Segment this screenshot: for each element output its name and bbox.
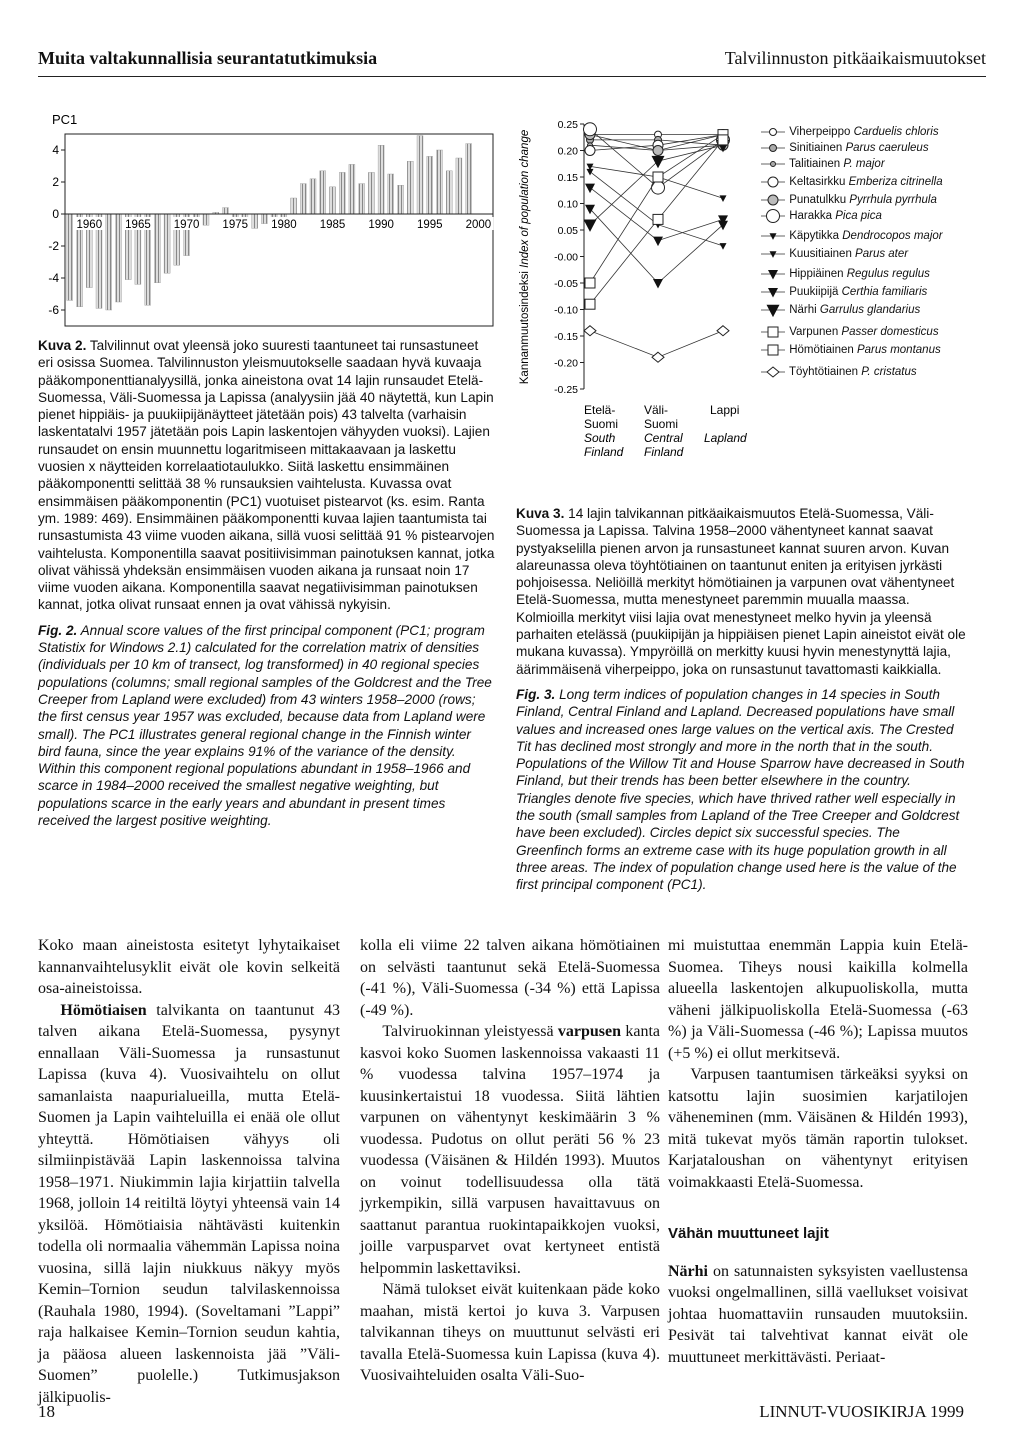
body-column-1 — [38, 935, 340, 1408]
paragraph-text: kanta kasvoi koko Suomen laskennoissa vakaasti 11 % vuodessa talvina 1957–1974 ja kuusinkertaistui 18 vuodessa. Siitä lähtien varpunen on vähentynyt keskimäärin 3 % vuodessa. Pudotus on ollut peräti 56 % 23 vuodessa (Väisänen & Hildén 1993). Muutos on voinut todellisuudessa olla tätä jyrkempikin, sillä varpusen havaittavuus on saattanut parantua ruokintapaikkojen vuoksi, joille varpusparvet ovat kertyneet entistä helpommin laskettaviksi. — [360, 1023, 660, 1277]
figure-3-caption — [516, 505, 966, 894]
x-tick-label: 1960 — [76, 219, 103, 231]
category-label-3 — [704, 403, 747, 445]
bar-1994 — [417, 136, 423, 214]
legend-item — [760, 324, 939, 340]
journal-name: LINNUT-VUOSIKIRJA 1999 — [759, 1402, 964, 1421]
legend-label-fi: Kuusitiainen — [786, 248, 856, 260]
y-tick-label: -2 — [48, 239, 59, 253]
bar-1974 — [223, 208, 229, 214]
legend-item — [760, 246, 908, 262]
bar-1998 — [456, 158, 462, 214]
section-title: Muita valtakunnallisia seurantatutkimuksia — [38, 48, 378, 68]
bar-1968 — [164, 214, 170, 273]
series-point — [584, 123, 597, 136]
paragraph — [668, 1261, 968, 1369]
legend-label-fi: Punatulkku — [786, 194, 850, 206]
y-tick-label: 0.20 — [557, 145, 578, 158]
x-tick-label: 1990 — [368, 219, 394, 231]
legend-marker — [770, 233, 777, 240]
legend-marker-icon — [760, 209, 786, 223]
legend-marker-icon — [760, 175, 786, 189]
species-name: varpusen — [557, 1023, 622, 1040]
y-tick-label: 2 — [52, 175, 59, 189]
y-tick-label: 0.15 — [557, 172, 578, 184]
bar-1997 — [446, 171, 452, 214]
legend-marker-icon — [760, 303, 786, 317]
legend-label-sci: Pyrrhula pyrrhula — [849, 194, 937, 206]
article-title: Talvilinnuston pitkäaikaismuutokset — [724, 48, 986, 68]
body-column-3 — [668, 935, 968, 1368]
legend-item — [760, 342, 941, 358]
y-tick-label: -0.15 — [554, 331, 578, 343]
legend-marker-icon — [760, 325, 786, 339]
figure-3-index-chart — [508, 112, 758, 492]
series-point — [653, 172, 663, 182]
series-point — [653, 146, 663, 156]
caption-text: 14 lajin talvikannan pitkäaikaismuutos Etelä-Suomessa, Väli-Suomessa ja Lapissa. Talvina 1958–2000 vähentyneet kannat saavat pystyakselilla pienen arvon ja runsastuneet kannat suuren arvon. Kuvan alareunassa oleva töyhtötiainen on taantunut eniten ja erityisen jyrkästi pohjoisessa. Neliöillä merkityt hömötiainen ja varpunen ovat vähentyneet Etelä-Suomessa, mutta menestyneet paremmin muualla maassa. Kolmioilla merkityt viisi lajia ovat menestyneet melko hyvin ja yleensä parhaiten etelässä (puukiipijän ja hippiäisen pienet Lapin aineistot eivät ole mukana kuvassa). Ympyröillä on merkitty kuusi hyvin menestynyttä lajia, äärimmäisenä viherpeippo, joka on runsastunut tavattomasti kaikkialla. — [516, 506, 966, 677]
legend-marker-icon — [760, 125, 786, 139]
paragraph: mi muistuttaa enemmän Lappia kuin Etelä-Suomea. Tiheys nousi kaikilla kolmella alueella laskentojen alkupuoliskolla, mutta väheni jälkipuoliskolla Etelä-Suomessa (-63 %) ja Väli-Suomessa (-46 %); Lapissa muutos (+5 %) ei ollut merkitsevä. — [668, 937, 968, 1062]
paragraph: Koko maan aineistosta esitetyt lyhytaikaiset kannanvaihtelusyklit eivät ole kovin selkeitä osa-aineistoissa. — [38, 937, 340, 997]
y-tick-label: 0.05 — [557, 225, 578, 237]
legend-item — [760, 208, 882, 224]
paragraph: Nämä tulokset eivät kuitenkaan päde koko maahan, mistä kertoi jo kuva 3. Varpusen talvikannan tiheys on muuttunut selvästi eri tavalla Etelä-Suomessa kuin Lapissa (kuva 4). Vuosivaihteluiden osalta Väli-Suo- — [360, 1281, 660, 1384]
series-point — [585, 278, 595, 288]
bar-1988 — [359, 184, 365, 214]
paragraph — [360, 1021, 660, 1279]
y-tick-label: -0.00 — [554, 251, 578, 264]
category-fi: Väli- — [644, 403, 669, 417]
legend-marker — [768, 345, 778, 355]
legend-marker-icon — [760, 141, 786, 155]
paragraph — [38, 1000, 340, 1409]
legend-marker — [768, 177, 778, 187]
x-tick-label: 1975 — [222, 219, 249, 231]
legend-marker-icon — [760, 157, 786, 171]
legend-marker — [768, 288, 778, 298]
caption-label: Kuva 3. — [516, 506, 565, 521]
bar-1958 — [67, 214, 73, 300]
figure-2-pc1-chart — [38, 112, 498, 337]
category-en: South — [584, 431, 616, 445]
series-point — [653, 214, 663, 224]
legend-marker — [768, 270, 778, 280]
y-tick-label: -0.10 — [554, 304, 578, 317]
bar-1999 — [466, 144, 472, 214]
legend-item — [760, 284, 927, 300]
legend-marker-icon — [760, 247, 786, 261]
series-point — [718, 221, 728, 231]
legend-item — [760, 302, 920, 318]
legend-label-sci: Dendrocopos major — [842, 230, 943, 242]
series-point — [652, 156, 665, 168]
y-tick-label: -0.20 — [554, 357, 578, 370]
legend-label-sci: Regulus regulus — [846, 268, 930, 280]
series-14 — [584, 326, 729, 363]
legend-marker — [770, 144, 777, 151]
legend-label-fi: Närhi — [786, 304, 820, 316]
bar-1962 — [106, 214, 112, 310]
caption-en-text: Annual score values of the first principal component (PC1; program Statistix for Windows 2.1) calculated for the correlation matrix of densities (individuals per 10 km of transect, log transformed) in 40 regional species populations (columns; small regional samples of the Goldcrest and the Tree Creeper from Lapland were excluded) from 43 winters 1958–2000 (rows; the first census year 1957 was excluded, because data from Lapland were small). The PC1 illustrates general regional change in the Finnish winter bird fauna, since the year explains 91% of the variance of the density. Within this component regional populations abundant in 1958–1966 and scarce in 1984–2000 received the smallest negative weighting, but populations scarce in the early years and abundant in present times received the largest positive weighting. — [38, 622, 492, 829]
series-point — [720, 195, 727, 202]
series-point — [718, 135, 728, 145]
caption-en-text: Long term indices of population changes in 14 species in South Finland, Central Finland and Lapland. Decreased populations have small values and increased ones large values on the vertical axis. The Crested Tit has declined most strongly and more in the north that in the south. Populations of the Willow Tit and House Sparrow have decreased in South Finland, but their trends has been better elsewhere in the country. Triangles denote five species, which have thrived rather well especially in the south (small samples from Lapland of the Tree Creeper and Goldcrest have been excluded). Circles depict six successful species. The Greenfinch forms an extreme case with its huge population growth in all three areas. The index of population change used here is the value of the first principal component (PC1). — [516, 686, 965, 893]
legend-marker-icon — [760, 365, 786, 379]
bar-1972 — [203, 214, 209, 225]
legend-label-fi: Keltasirkku — [786, 176, 849, 188]
series-point — [584, 220, 597, 232]
legend-label-fi: Käpytikka — [786, 230, 843, 242]
series-point — [587, 169, 594, 176]
legend-item — [760, 140, 929, 156]
y-axis-label — [519, 130, 531, 384]
legend-marker — [770, 128, 777, 135]
legend-label-fi: Harakka — [786, 210, 836, 222]
y-axis-label-fi: Kannanmuutosindeksi — [519, 267, 531, 385]
bar-1982 — [300, 184, 306, 214]
legend-marker — [770, 251, 777, 258]
legend-marker — [768, 195, 778, 205]
category-en-2: Finland — [644, 445, 684, 459]
paragraph-text: talvikanta on taantunut 43 talven aikana Etelä-Suomessa, pysynyt ennallaan Väli-Suomessa ja runsastunut Lapissa (kuva 4). Vuosivaihtelu on ollut samanlaista naapurialueilla, mutta Etelä-Suomen ja Lapin vaihteluilla ei enää ole ollut yhteyttä. Hömötiaisen vähyys oli silmiinpistävää Lapin laskennoissa talvina 1958–1971. Niukimmin lajia kirjattiin talvella 1968, jolloin 14 reitiltä löytyi yhteensä vain 14 yksilöä. Hömötiaisia nähtävästi kuitenkin todella oli normaalia vähemmän Lapissa noina vuosina, sillä lajin niukkuus näkyy myös Kemin–Tornion seudun talvilaskennoissa (Rauhala 1980, 1994). (Soveltamani ”Lappi” raja halkaisee Kemin–Tornion seudun kahtia, ja pääosa alueen laskennoista jää ”Väli-Suomen” puolelle.) Tutkimusjakson jälkipuolis- — [38, 1001, 340, 1406]
category-fi: Etelä- — [584, 403, 616, 417]
bar-1981 — [291, 198, 297, 214]
legend-marker-icon — [760, 285, 786, 299]
y-tick-label: 0.25 — [557, 119, 578, 131]
chart-title: PC1 — [52, 112, 78, 127]
bar-1967 — [154, 214, 160, 283]
caption-en-label: Fig. 2. — [38, 622, 78, 638]
bar-1995 — [427, 156, 433, 214]
legend-marker — [767, 367, 779, 377]
legend-label-sci: Garrulus glandarius — [819, 304, 921, 316]
y-axis-label-en: Index of population change — [519, 129, 531, 268]
legend-item — [760, 192, 937, 208]
series-point — [717, 326, 729, 336]
body-column-2 — [360, 935, 660, 1387]
legend-label-sci: Pica pica — [835, 210, 882, 222]
legend-marker-icon — [760, 343, 786, 357]
page-number: 18 — [38, 1402, 55, 1421]
series-point — [584, 326, 596, 336]
legend-marker — [768, 327, 778, 337]
bar-1985 — [330, 187, 336, 214]
legend-label-sci: P. major — [843, 158, 885, 170]
category-en-2: Finland — [584, 445, 624, 459]
category-en: Lapland — [704, 431, 747, 445]
paragraph-text: Talviruokinnan yleistyessä — [382, 1023, 558, 1040]
legend-label-sci: Emberiza citrinella — [848, 176, 943, 188]
x-tick-label: 2000 — [465, 219, 492, 231]
category-label-2 — [644, 403, 684, 459]
x-tick-label: 1985 — [319, 219, 346, 231]
bar-1984 — [320, 171, 326, 214]
legend-item — [760, 156, 885, 172]
running-header — [38, 48, 986, 77]
series-point — [653, 279, 663, 289]
legend-label-fi: Töyhtötiainen — [786, 366, 862, 378]
bar-1991 — [388, 174, 394, 214]
category-fi: Lappi — [710, 403, 740, 417]
bar-1992 — [398, 185, 404, 214]
legend-label-sci: Parus montanus — [856, 344, 941, 356]
legend-marker — [767, 305, 780, 317]
legend-label-fi: Puukiipijä — [786, 286, 842, 298]
x-tick-label: 1970 — [173, 219, 200, 231]
bar-1987 — [349, 164, 355, 214]
legend-label-sci: P. cristatus — [861, 366, 917, 378]
section-heading: Vähän muuttuneet lajit — [668, 1225, 829, 1242]
legend-marker-icon — [760, 193, 786, 207]
legend-marker — [767, 209, 780, 222]
bar-1978 — [261, 214, 267, 224]
series-point — [585, 184, 595, 194]
legend-label-fi: Viherpeippo — [786, 126, 854, 138]
y-tick-label: -4 — [48, 271, 59, 285]
legend-label-sci: Certhia familiaris — [841, 286, 928, 298]
legend-label-sci: Parus caeruleus — [845, 142, 929, 154]
series-point — [653, 237, 663, 247]
category-fi-2: Suomi — [584, 417, 619, 431]
legend-item — [760, 228, 943, 244]
y-tick-label: -6 — [48, 303, 59, 317]
bar-1989 — [368, 172, 374, 214]
series-point — [652, 352, 664, 362]
legend-marker — [771, 161, 776, 166]
series-point — [585, 146, 595, 156]
bar-1963 — [116, 214, 122, 302]
legend-item — [760, 364, 917, 380]
legend-marker-icon — [760, 229, 786, 243]
legend-label-fi: Sinitiainen — [786, 142, 846, 154]
bar-1986 — [339, 172, 345, 214]
bar-1990 — [378, 145, 384, 214]
caption-en-label: Fig. 3. — [516, 686, 556, 702]
paragraph: kolla eli viime 22 talven aikana hömötiainen on selvästi taantunut sekä Etelä-Suomessa (-41 %), Väli-Suomessa (-34 %) että Lapissa (-49 %). — [360, 937, 660, 1019]
legend-label-fi: Varpunen — [786, 326, 842, 338]
category-en: Central — [644, 431, 683, 445]
caption-label: Kuva 2. — [38, 338, 87, 353]
x-tick-label: 1980 — [271, 219, 297, 231]
legend-marker-icon — [760, 267, 786, 281]
bar-1993 — [407, 161, 413, 214]
legend-label-sci: Passer domesticus — [841, 326, 939, 338]
category-fi-2: Suomi — [644, 417, 679, 431]
series-point — [720, 243, 727, 250]
paragraph: Varpusen taantumisen tärkeäksi syyksi on katsottu lajin suosimien karjatilojen väheneminen (mm. Väisänen & Hildén 1993), mitä tukevat myös tämän raportin tulokset. Karjataloushan on vähentynyt erityisen voimakkaasti Etelä-Suomessa. — [668, 1066, 968, 1191]
y-tick-label: -0.25 — [554, 384, 578, 396]
series-point — [652, 181, 665, 194]
y-tick-label: 4 — [52, 143, 59, 157]
bar-1977 — [252, 214, 258, 228]
caption-text: Talvilinnut ovat yleensä joko suuresti taantuneet tai runsastuneet eri osissa Suomea. Talvilinnuston yleismuutokselle saadaan hyvä kuvaaja pääkomponenttianalyysillä, jonka aineistona ovat 14 lajin runsaudet Etelä-Suomessa, Väli-Suomessa ja Lapissa (analyysiin jää 40 näytettä, kun Lapin pienet hippiäis- ja puukiipijänäytteet jätetään pois) 43 talvelta (varhaisin laskentatalvi 1957 jätetään pois Lapin laskentojen vähyyden vuoksi). Lajien runsaudet on ensin muunnettu logaritmiseen mittakaavaan ja laskettu vuosien x näytteiden korrelaatiotaulukko. Siitä laskettu ensimmäinen pääkomponentti selittää 38 % runsauksien vaihtelusta. Kuvassa ovat ensimmäisen pääkomponentin (PC1) vuotuiset pistearvot (ks. esim. Ranta ym. 1989: 469). Ensimmäinen pääkomponentti kuvaa lajien taantumista tai runsastumista 43 viime vuoden aikana, sillä vuosi selittää 91 % pistearvojen vaihtelusta. Komponentilla saavat positiivisimman painotuksen kannat, jotka olivat vähissä yhdeksän ensimmäisen vuoden aikana ja runsaat noin 17 viime vuoden aikana. Komponentilla saavat negatiivisimman painotuksen kannat, jotka olivat runsaat ennen ja ovat vähissä nykyisin. — [38, 338, 495, 613]
paragraph-text: on satunnaisten syksyisten vaellustensa vuoksi ongelmallinen, sillä vaellukset voisivat johtaa huomattaviin runsauden muutoksiin. Pesivät tai talvehtivat kannat eivät ole muuttuneet merkittävästi. Periaat- — [668, 1262, 968, 1366]
x-tick-label: 1965 — [125, 219, 151, 231]
legend-item — [760, 174, 943, 190]
legend-label-fi: Hippiäinen — [786, 268, 847, 280]
y-tick-label: 0.10 — [557, 198, 578, 211]
bar-1996 — [437, 150, 443, 214]
species-name: Hömötiaisen — [60, 1001, 147, 1019]
series-point — [585, 299, 595, 309]
legend-label-sci: Carduelis chloris — [853, 126, 939, 138]
bar-1983 — [310, 179, 316, 214]
legend-label-fi: Hömötiainen — [786, 344, 857, 356]
legend-label-sci: Parus ater — [855, 248, 909, 260]
legend-label-fi: Talitiainen — [786, 158, 844, 170]
legend-item — [760, 124, 939, 140]
species-name: Närhi — [668, 1262, 708, 1280]
category-label-1 — [584, 403, 624, 459]
y-tick-label: -0.05 — [554, 278, 578, 290]
legend-item — [760, 266, 930, 282]
figure-2-caption — [38, 337, 496, 829]
x-tick-label: 1995 — [416, 219, 443, 231]
y-tick-label: 0 — [52, 207, 59, 221]
